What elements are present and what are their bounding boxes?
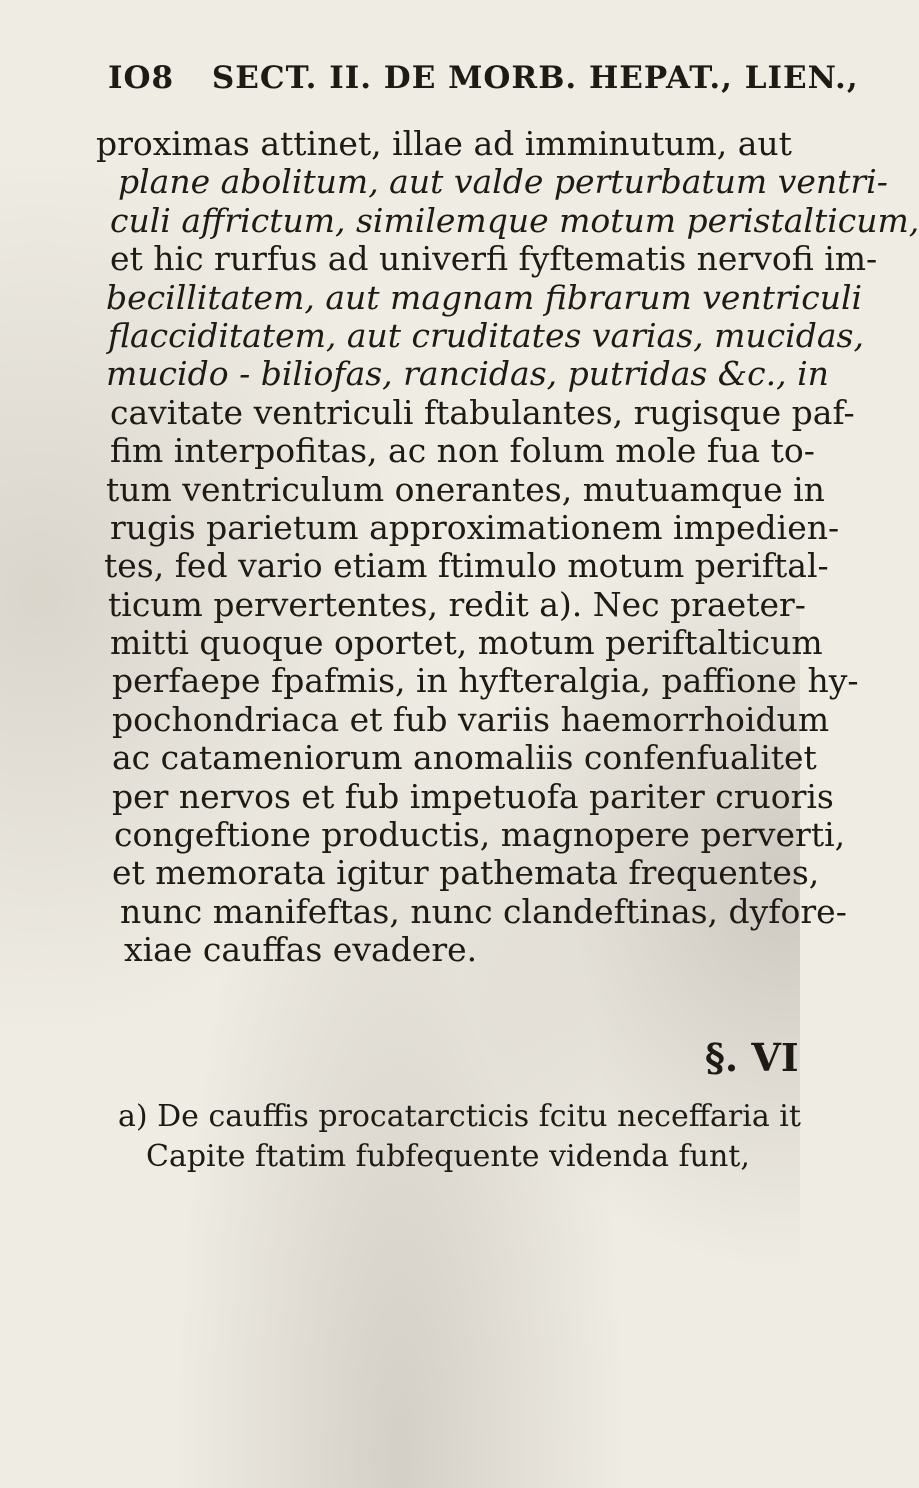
- text-line: per nervos et fub impetuofa pariter cruoris: [112, 776, 834, 816]
- text-line: mucido - biliofas, rancidas, putridas &c., in: [106, 354, 829, 394]
- text-line: perfaepe fpafmis, in hyfteralgia, paffione hy-: [112, 661, 859, 701]
- text-line: proximas attinet, illae ad imminutum, aut: [96, 124, 792, 163]
- footnote-line: a) De cauffis procatarcticis fcitu neceffaria it: [118, 1099, 801, 1134]
- footnote: [118, 1097, 801, 1177]
- text-line: congeftione productis, magnopere perverti,: [114, 815, 846, 855]
- text-line: cavitate ventriculi ftabulantes, rugisque paf-: [110, 392, 855, 432]
- text-line: becillitatem, aut magnam fibrarum ventriculi: [106, 277, 863, 317]
- running-header: [108, 60, 859, 96]
- text-line: et hic rurfus ad univerfi fyftematis nervofi im-: [110, 239, 878, 279]
- text-line: plane abolitum, aut valde perturbatum ventri-: [118, 162, 888, 202]
- text-line: rugis parietum approximationem impedien-: [110, 507, 840, 547]
- footnote-line: Capite ftatim fubfequente videnda funt,: [146, 1139, 750, 1174]
- text-line: xiae cauffas evadere.: [124, 930, 478, 970]
- text-line: ticum pervertentes, redit a). Nec praeter-: [108, 584, 806, 624]
- text-line: culi affrictum, similemque motum peristalticum,: [110, 200, 919, 240]
- text-line: flacciditatem, aut cruditates varias, mucidas,: [108, 315, 864, 355]
- page-number: IO8: [108, 60, 175, 96]
- text-line: pochondriaca et fub variis haemorrhoidum: [112, 699, 830, 739]
- section-mark: §. VI: [705, 1035, 799, 1080]
- text-line: et memorata igitur pathemata frequentes,: [112, 853, 820, 893]
- text-line: tes, fed vario etiam ftimulo motum periftal-: [104, 546, 829, 586]
- text-line: tum ventriculum onerantes, mutuamque in: [106, 469, 825, 509]
- text-line: ac catameniorum anomaliis confenfualitet: [112, 738, 817, 778]
- text-line: fim interpofitas, ac non folum mole fua to-: [110, 431, 815, 471]
- running-title: SECT. II. DE MORB. HEPAT., LIEN.,: [211, 60, 859, 96]
- body-text: [96, 124, 919, 970]
- text-line: mitti quoque oportet, motum periftalticum: [110, 623, 823, 663]
- text-line: nunc manifeftas, nunc clandeftinas, dyfore-: [120, 891, 847, 931]
